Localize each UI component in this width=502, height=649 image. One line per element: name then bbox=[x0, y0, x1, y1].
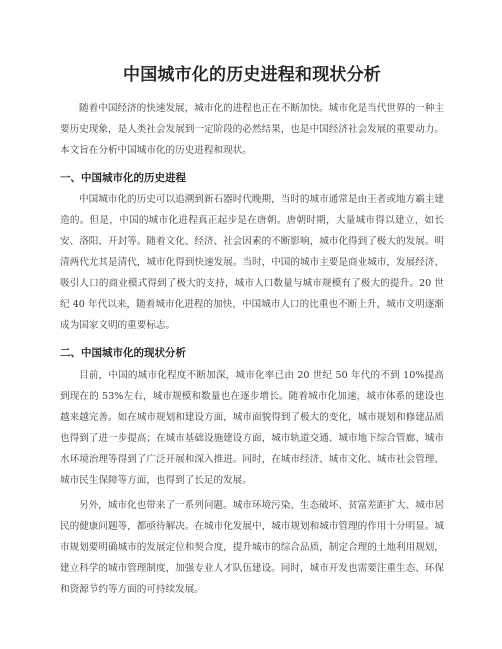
intro-paragraph: 随着中国经济的快速发展，城市化的进程也正在不断加快。城市化是当代世界的一种主要历史现象，是人类社会发展到一定阶段的必然结果，也是中国经济社会发展的重要动力。本文旨在分析中国城市化的历史进程和现状。 bbox=[60, 103, 444, 156]
section-heading-status: 二、中国城市化的现状分析 bbox=[60, 347, 186, 359]
history-paragraph: 中国城市化的历史可以追溯到新石器时代晚期，当时的城市通常是由王者或地方霸主建造的。但是，中国的城市化进程真正起步是在唐朝。唐朝时期，大量城市得以建立，如长安、洛阳、开封等。随着文化、经济、社会因素的不断影响，城市化得到了极大的发展。明清两代尤其是清代，城市化得到快速发展。当时，中国的城市主要是商业城市，发展经济、吸引人口的商业模式得到了极大的支持，城市人口数量与城市规模有了极大的提升。20 世纪 40 年代以来，随着城市化进程的加快，中国城市人口的比重也不断上升，城市文明逐渐成为国家文明的重要标志。 bbox=[60, 194, 444, 331]
document-title: 中国城市化的历史进程和现状分析 bbox=[123, 65, 381, 85]
status-paragraph-2: 另外，城市化也带来了一系列问题。城市环境污染、生态破坏、贫富差距扩大、城市居民的健康问题等，都亟待解决。在城市化发展中，城市规划和城市管理的作用十分明显。城市规划要明确城市的发展定位和契合度，提升城市的综合品质，制定合理的土地利用规划，建立科学的城市管理制度，加强专业人才队伍建设。同时，城市开发也需要注重生态、环保和资源节约等方面的可持续发展。 bbox=[60, 500, 444, 595]
section-heading-history: 一、中国城市化的历史进程 bbox=[60, 172, 186, 184]
status-paragraph-1: 目前，中国的城市化程度不断加深，城市化率已由 20 世纪 50 年代的不到 10%提高到现在的 53%左右，城市规模和数量也在逐步增长。随着城市化加速，城市体系的建设也越来越完善。如在城市规划和建设方面，城市面貌得到了极大的变化，城市规划和修建品质也得到了进一步提高；在城市基础设施建设方面，城市轨道交通、城市地下综合管廊、城市水环境治理等得到了广泛开展和深入推进。同时，在城市经济、城市文化、城市社会管理、城市民生保障等方面，也得到了长足的发展。 bbox=[60, 370, 444, 486]
